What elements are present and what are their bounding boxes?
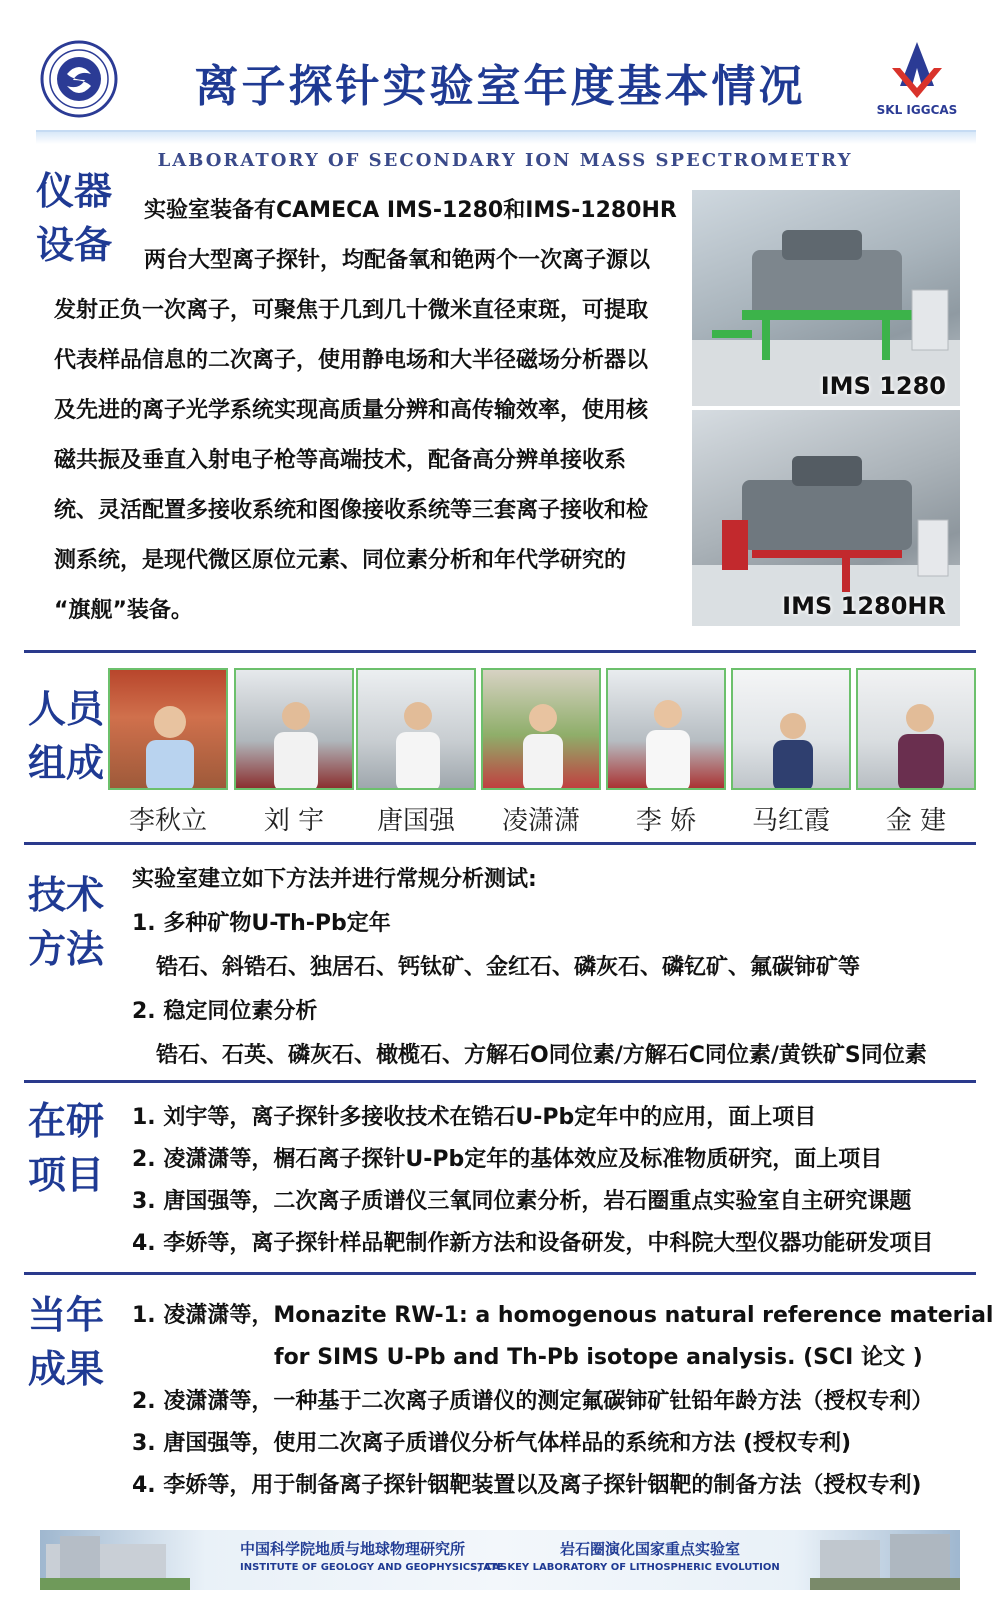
equipment-line-4: 代表样品信息的二次离子，使用静电场和大半径磁场分析器以 <box>54 348 649 373</box>
results-section-label: 当年成果 <box>28 1293 105 1391</box>
staff-name-2: 刘 宇 <box>263 806 325 836</box>
divider-1 <box>24 650 976 653</box>
equipment-section-label: 仪器设备 <box>36 169 113 267</box>
footer-banner <box>40 1530 960 1590</box>
person-silhouette-icon <box>358 670 476 790</box>
methods-item-1-detail: 锆石、斜锆石、独居石、钙钛矿、金红石、磷灰石、磷钇矿、氟碳铈矿等 <box>156 955 861 980</box>
person-silhouette-icon <box>733 670 851 790</box>
staff-photo-5 <box>606 668 726 790</box>
methods-item-1: 1. 多种矿物U-Th-Pb定年 <box>132 911 391 936</box>
title-band <box>36 130 976 144</box>
equipment-line-6: 磁共振及垂直入射电子枪等高端技术，配备高分辨单接收系 <box>54 448 627 473</box>
divider-4 <box>24 1272 976 1275</box>
equipment-line-1: 实验室装备有CAMECA IMS-1280和IMS-1280HR <box>144 198 677 223</box>
project-item-1: 1. 刘宇等，离子探针多接收技术在锆石U-Pb定年中的应用，面上项目 <box>132 1105 817 1130</box>
result-item-3: 3. 唐国强等，使用二次离子质谱仪分析气体样品的系统和方法 (授权专利) <box>132 1431 852 1456</box>
header <box>0 0 1000 171</box>
skl-iggcas-logo-icon <box>872 38 962 120</box>
person-silhouette-icon <box>110 670 228 790</box>
ims1280hr-caption: IMS 1280HR <box>782 592 946 620</box>
ims1280hr-photo <box>692 410 960 626</box>
methods-section-label: 技术方法 <box>28 873 105 971</box>
equipment-line-2: 两台大型离子探针，均配备氧和铯两个一次离子源以 <box>144 248 651 273</box>
result-item-1: 1. 凌潇潇等，Monazite RW-1: a homogenous natural reference material <box>132 1303 994 1328</box>
staff-name-4: 凌潇潇 <box>501 806 580 836</box>
projects-section-label: 在研项目 <box>28 1099 105 1197</box>
staff-name-5: 李 娇 <box>635 806 697 836</box>
ims1280-photo <box>692 190 960 406</box>
staff-photo-2 <box>234 668 354 790</box>
staff-section-label: 人员组成 <box>28 687 105 785</box>
project-item-3: 3. 唐国强等，二次离子质谱仪三氧同位素分析，岩石圈重点实验室自主研究课题 <box>132 1189 912 1214</box>
project-item-4: 4. 李娇等，离子探针样品靶制作新方法和设备研发，中科院大型仪器功能研发项目 <box>132 1231 934 1256</box>
staff-photo-1 <box>108 668 228 790</box>
staff-photo-6 <box>731 668 851 790</box>
project-item-2: 2. 凌潇潇等，榍石离子探针U-Pb定年的基体效应及标准物质研究，面上项目 <box>132 1147 883 1172</box>
person-silhouette-icon <box>236 670 354 790</box>
person-silhouette-icon <box>483 670 601 790</box>
footer-institute-cn: 中国科学院地质与地球物理研究所 <box>240 1540 466 1558</box>
staff-name-7: 金 建 <box>885 806 947 836</box>
person-silhouette-icon <box>858 670 976 790</box>
equipment-line-9: “旗舰”装备。 <box>54 598 193 623</box>
result-item-2: 2. 凌潇潇等，一种基于二次离子质谱仪的测定氟碳铈矿钍铅年龄方法（授权专利） <box>132 1389 934 1414</box>
footer-lab-cn: 岩石圈演化国家重点实验室 <box>560 1540 741 1558</box>
footer-institute-en: INSTITUTE OF GEOLOGY AND GEOPHYSICS, CAS <box>240 1562 508 1573</box>
skl-logo-text: SKL IGGCAS <box>876 103 958 117</box>
staff-photo-3 <box>356 668 476 790</box>
methods-item-2: 2. 稳定同位素分析 <box>132 999 318 1024</box>
equipment-line-8: 测系统，是现代微区原位元素、同位素分析和年代学研究的 <box>54 548 627 573</box>
institute-building-icon <box>40 1530 190 1590</box>
equipment-line-3: 发射正负一次离子，可聚焦于几到几十微米直径束斑，可提取 <box>54 298 649 323</box>
lab-subtitle: LABORATORY OF SECONDARY ION MASS SPECTROMETRY <box>157 150 853 171</box>
footer-lab-en: STATE KEY LABORATORY OF LITHOSPHERIC EVOLUTION <box>470 1562 780 1573</box>
divider-2 <box>24 842 976 845</box>
staff-photo-4 <box>481 668 601 790</box>
equipment-line-7: 统、灵活配置多接收系统和图像接收系统等三套离子接收和检 <box>54 498 649 523</box>
ims1280-caption: IMS 1280 <box>820 372 946 400</box>
result-item-1-cont: for SIMS U-Pb and Th-Pb isotope analysis. (SCI 论文 ) <box>274 1345 923 1370</box>
divider-3 <box>24 1080 976 1083</box>
lab-building-icon <box>810 1530 960 1590</box>
staff-name-3: 唐国强 <box>376 806 455 836</box>
staff-name-6: 马红霞 <box>751 806 830 836</box>
institute-logo-icon <box>40 40 118 118</box>
staff-name-1: 李秋立 <box>128 806 207 836</box>
page-title: 离子探针实验室年度基本情况 <box>194 61 806 112</box>
staff-photo-7 <box>856 668 976 790</box>
result-item-4: 4. 李娇等，用于制备离子探针铟靶装置以及离子探针铟靶的制备方法（授权专利) <box>132 1473 922 1498</box>
equipment-line-5: 及先进的离子光学系统实现高质量分辨和高传输效率，使用核 <box>54 398 649 423</box>
person-silhouette-icon <box>608 670 726 790</box>
methods-item-2-detail: 锆石、石英、磷灰石、橄榄石、方解石O同位素/方解石C同位素/黄铁矿S同位素 <box>156 1043 927 1068</box>
methods-intro: 实验室建立如下方法并进行常规分析测试: <box>132 867 537 892</box>
